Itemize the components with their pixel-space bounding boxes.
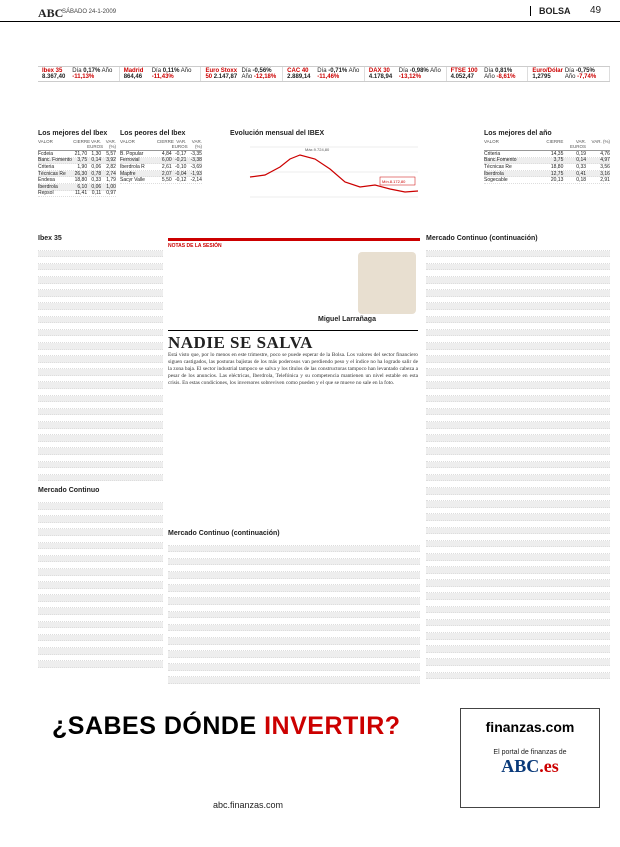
filler-row (426, 389, 610, 396)
filler-row (38, 429, 163, 436)
filler-row (426, 567, 610, 574)
filler-row (426, 323, 610, 330)
bestyear-col-headers: VALOR CIERRE VAR. EUROS VAR. (%) (484, 139, 610, 149)
filler-row (426, 547, 610, 554)
filler-row (426, 620, 610, 627)
filler-row (38, 608, 163, 615)
filler-row (168, 677, 420, 684)
table-row: Repsol 11,41 0,11 0,97 (38, 190, 116, 197)
best-title: Los mejores del Ibex (38, 130, 108, 137)
filler-row (38, 655, 163, 662)
worst-ibex-table (120, 130, 202, 184)
filler-row (38, 336, 163, 343)
bestyear-title: Los mejores del año (484, 130, 552, 137)
filler-row (38, 595, 163, 602)
filler-row (38, 582, 163, 589)
filler-row (426, 521, 610, 528)
filler-row (38, 402, 163, 409)
filler-row (168, 565, 420, 572)
filler-row (38, 303, 163, 310)
ticker-1: Madrid 864,46 Día 0,11% Año -11,43% (120, 67, 202, 81)
filler-row (38, 562, 163, 569)
filler-row (38, 310, 163, 317)
mcont-right-table (426, 235, 610, 695)
filler-row (38, 496, 163, 503)
filler-row (38, 516, 163, 523)
filler-row (38, 648, 163, 655)
filler-row (426, 330, 610, 337)
filler-row (38, 622, 163, 629)
filler-row (168, 638, 420, 645)
filler-row (38, 396, 163, 403)
filler-row (426, 251, 610, 258)
filler-row (38, 576, 163, 583)
filler-row (168, 651, 420, 658)
filler-row (426, 659, 610, 666)
filler-row (426, 528, 610, 535)
mcont-mid-title: Mercado Continuo (continuación) (168, 530, 280, 537)
filler-row (426, 633, 610, 640)
page-header (0, 0, 620, 22)
filler-row (426, 554, 610, 561)
filler-row (38, 556, 163, 563)
filler-row (426, 508, 610, 515)
filler-row (168, 592, 420, 599)
filler-row (38, 628, 163, 635)
filler-row (168, 658, 420, 665)
filler-row (38, 615, 163, 622)
table-row: Sacyr Valle 5,50 -0,12 -2,14 (120, 177, 202, 184)
filler-row (426, 429, 610, 436)
filler-row (426, 501, 610, 508)
filler-row (426, 415, 610, 422)
filler-row (426, 448, 610, 455)
ticker-6: Euro/Dólar 1,2795 Día -0,75% Año -7,74% (528, 67, 610, 81)
filler-row (38, 543, 163, 550)
filler-row (426, 363, 610, 370)
filler-row (38, 468, 163, 475)
filler-row (38, 536, 163, 543)
table-row: Técnicas Re 18,80 0,33 3,56 (484, 163, 610, 170)
mcont-rows (38, 496, 163, 667)
filler-row (38, 257, 163, 264)
table-row: Iberdrola 12,75 0,41 3,16 (484, 170, 610, 177)
filler-row (168, 585, 420, 592)
best-col-headers: VALOR CIERRE VAR. EUROS VAR. (%) (38, 139, 116, 149)
table-row: Fcdeia 21,70 1,30 5,57 (38, 150, 116, 157)
filler-row (426, 435, 610, 442)
filler-row (168, 612, 420, 619)
filler-row (38, 343, 163, 350)
filler-row (168, 579, 420, 586)
filler-row (426, 297, 610, 304)
filler-row (426, 607, 610, 614)
filler-row (426, 587, 610, 594)
filler-row (426, 600, 610, 607)
ibex35-table (38, 235, 163, 695)
filler-row (38, 435, 163, 442)
table-row: Técnicas Re 26,30 0,78 2,74 (38, 170, 116, 177)
filler-row (168, 625, 420, 632)
filler-row (38, 369, 163, 376)
filler-row (38, 442, 163, 449)
table-row: Banc. Fomento 3,75 0,14 3,92 (38, 157, 116, 164)
ad-question: ¿SABES DÓNDE INVERTIR? (52, 712, 401, 740)
filler-row (38, 290, 163, 297)
mcont-title: Mercado Continuo (38, 487, 100, 495)
table-row: Ferrovial 6,00 -0,21 -3,38 (120, 157, 202, 164)
filler-row (38, 350, 163, 357)
filler-row (38, 323, 163, 330)
filler-row (38, 523, 163, 530)
filler-row (38, 455, 163, 462)
ticker-2: Euro Stoxx 50 2.147,87 Día -0,56% Año -12,18% (201, 67, 283, 81)
filler-row (426, 376, 610, 383)
filler-row (38, 510, 163, 517)
filler-row (38, 448, 163, 455)
ticker-0: Ibex 35 8.367,40 Día 0,17% Año -11,13% (38, 67, 120, 81)
filler-row (38, 589, 163, 596)
filler-row (426, 244, 610, 251)
filler-row (38, 641, 163, 648)
min-label: Mín.8.172,80 (382, 179, 406, 184)
filler-row (38, 363, 163, 370)
filler-row (38, 602, 163, 609)
filler-row (426, 593, 610, 600)
max-label: Máx.9.724,80 (305, 147, 330, 152)
news-title: NADIE SE SALVA (168, 330, 418, 353)
filler-row (38, 297, 163, 304)
table-row: B. Popular 4,84 -0,17 -3,35 (120, 150, 202, 157)
ibex-line (250, 155, 418, 192)
filler-row (38, 277, 163, 284)
filler-row (426, 310, 610, 317)
ad-url[interactable]: abc.finanzas.com (213, 800, 284, 810)
finanzas-logo[interactable]: finanzas.com El portal de finanzas de ABC.es (460, 708, 600, 808)
filler-row (426, 356, 610, 363)
filler-row (426, 653, 610, 660)
section-title: BOLSA (530, 6, 571, 16)
date: SÁBADO 24-1-2009 (62, 9, 117, 15)
filler-row (426, 541, 610, 548)
news-author: Miguel Larrañaga (318, 316, 376, 323)
filler-row (426, 462, 610, 469)
table-row: Endesa 18,80 0,33 1,79 (38, 177, 116, 184)
best-rows (38, 151, 116, 197)
ticker-5: FTSE 100 4.052,47 Día 0,81% Año -8,61% (447, 67, 529, 81)
filler-row (426, 442, 610, 449)
filler-row (426, 396, 610, 403)
filler-row (426, 646, 610, 653)
filler-row (426, 284, 610, 291)
mcont-mid-table (168, 530, 420, 695)
filler-row (426, 369, 610, 376)
filler-row (38, 635, 163, 642)
filler-row (38, 503, 163, 510)
filler-row (426, 317, 610, 324)
filler-row (168, 598, 420, 605)
mcont-right-title: Mercado Continuo (continuación) (426, 235, 538, 242)
filler-row (426, 561, 610, 568)
chart-svg (230, 137, 420, 217)
filler-row (426, 640, 610, 647)
table-row: Mapfre 2,07 -0,04 -1,93 (120, 170, 202, 177)
worst-col-headers: VALOR CIERRE VAR. EUROS VAR. (%) (120, 139, 202, 149)
news-body: Está visto que, por lo menos en este trimestre, poco se puede esperar de la Bolsa. Los valores del sector financiero siguen castigados, las posturas bajistas de los más poderosos van perdiendo peso y el índice no ha logrado salir de la zona baja. El sector industrial tampoco se salva y los títulos de las constructoras tampoco han levantado cabeza a pesar de los anuncios. Las eléctricas, Iberdrola, Telefónica y su competencia mantienen un nivel estable en esta crisis. En estas condiciones, los inversores sobreviven como pueden y el que se mueve no sale en la foto. (168, 352, 418, 386)
filler-row (168, 671, 420, 678)
filler-row (38, 661, 163, 668)
filler-row (426, 422, 610, 429)
filler-row (168, 664, 420, 671)
filler-row (168, 605, 420, 612)
filler-row (426, 402, 610, 409)
best-year-table (484, 130, 610, 184)
filler-row (38, 475, 163, 482)
filler-row (426, 580, 610, 587)
filler-row (426, 666, 610, 673)
filler-row (38, 529, 163, 536)
ticker-4: DAX 30 4.178,94 Día -0,98% Año -13,12% (365, 67, 447, 81)
filler-row (426, 303, 610, 310)
table-row: Sogecable 20,13 0,18 2,91 (484, 177, 610, 184)
filler-row (168, 552, 420, 559)
filler-row (426, 290, 610, 297)
filler-row (168, 572, 420, 579)
author-photo (358, 252, 416, 314)
filler-row (426, 270, 610, 277)
chart-title: Evolución mensual del IBEX (230, 130, 325, 137)
filler-row (168, 559, 420, 566)
best-ibex-table (38, 130, 116, 197)
filler-row (38, 462, 163, 469)
filler-row (38, 284, 163, 291)
table-row: Banc.Fomento 3,75 0,14 4,97 (484, 157, 610, 164)
filler-row (426, 264, 610, 271)
filler-row (38, 317, 163, 324)
filler-row (168, 645, 420, 652)
filler-row (38, 270, 163, 277)
filler-row (426, 350, 610, 357)
filler-row (426, 534, 610, 541)
bestyear-rows (484, 151, 610, 184)
filler-row (38, 244, 163, 251)
filler-row (426, 382, 610, 389)
worst-title: Los peores del Ibex (120, 130, 186, 137)
filler-row (426, 481, 610, 488)
filler-row (426, 277, 610, 284)
ibex35-rows (38, 244, 163, 481)
worst-rows (120, 151, 202, 184)
mcont-mid-rows (168, 539, 420, 684)
table-row: Iberdrola R 2,61 -0,10 -3,69 (120, 163, 202, 170)
filler-row (38, 389, 163, 396)
filler-row (426, 343, 610, 350)
news-column (168, 238, 420, 528)
filler-row (426, 488, 610, 495)
table-row: Criteria 1,90 0,06 2,82 (38, 163, 116, 170)
ticker-3: CAC 40 2.889,14 Día -0,71% Año -11,46% (283, 67, 365, 81)
brand: ABC (38, 6, 64, 20)
filler-row (38, 422, 163, 429)
filler-row (38, 251, 163, 258)
filler-row (38, 376, 163, 383)
page-number: 49 (590, 5, 602, 16)
filler-row (426, 574, 610, 581)
filler-row (168, 631, 420, 638)
table-row: Criteria 14,35 0,19 4,76 (484, 150, 610, 157)
filler-row (168, 539, 420, 546)
ibex-evolution-chart (230, 130, 420, 220)
table-row: Iberdrola 6,10 0,06 1,00 (38, 183, 116, 190)
filler-row (168, 546, 420, 553)
news-tag: NOTAS DE LA SESIÓN (168, 238, 420, 249)
filler-row (426, 495, 610, 502)
filler-row (38, 264, 163, 271)
filler-row (426, 613, 610, 620)
filler-row (38, 382, 163, 389)
filler-row (426, 257, 610, 264)
filler-row (426, 468, 610, 475)
filler-row (426, 514, 610, 521)
filler-row (168, 618, 420, 625)
ibex35-title: Ibex 35 (38, 235, 62, 242)
filler-row (38, 330, 163, 337)
filler-row (38, 415, 163, 422)
filler-row (426, 626, 610, 633)
ticker-strip (38, 66, 610, 82)
filler-row (426, 673, 610, 680)
filler-row (38, 549, 163, 556)
filler-row (38, 409, 163, 416)
filler-row (38, 356, 163, 363)
filler-row (426, 455, 610, 462)
filler-row (426, 409, 610, 416)
filler-row (38, 569, 163, 576)
filler-row (426, 336, 610, 343)
filler-row (426, 475, 610, 482)
advert-banner[interactable] (38, 700, 610, 820)
mcont-right-rows (426, 244, 610, 679)
